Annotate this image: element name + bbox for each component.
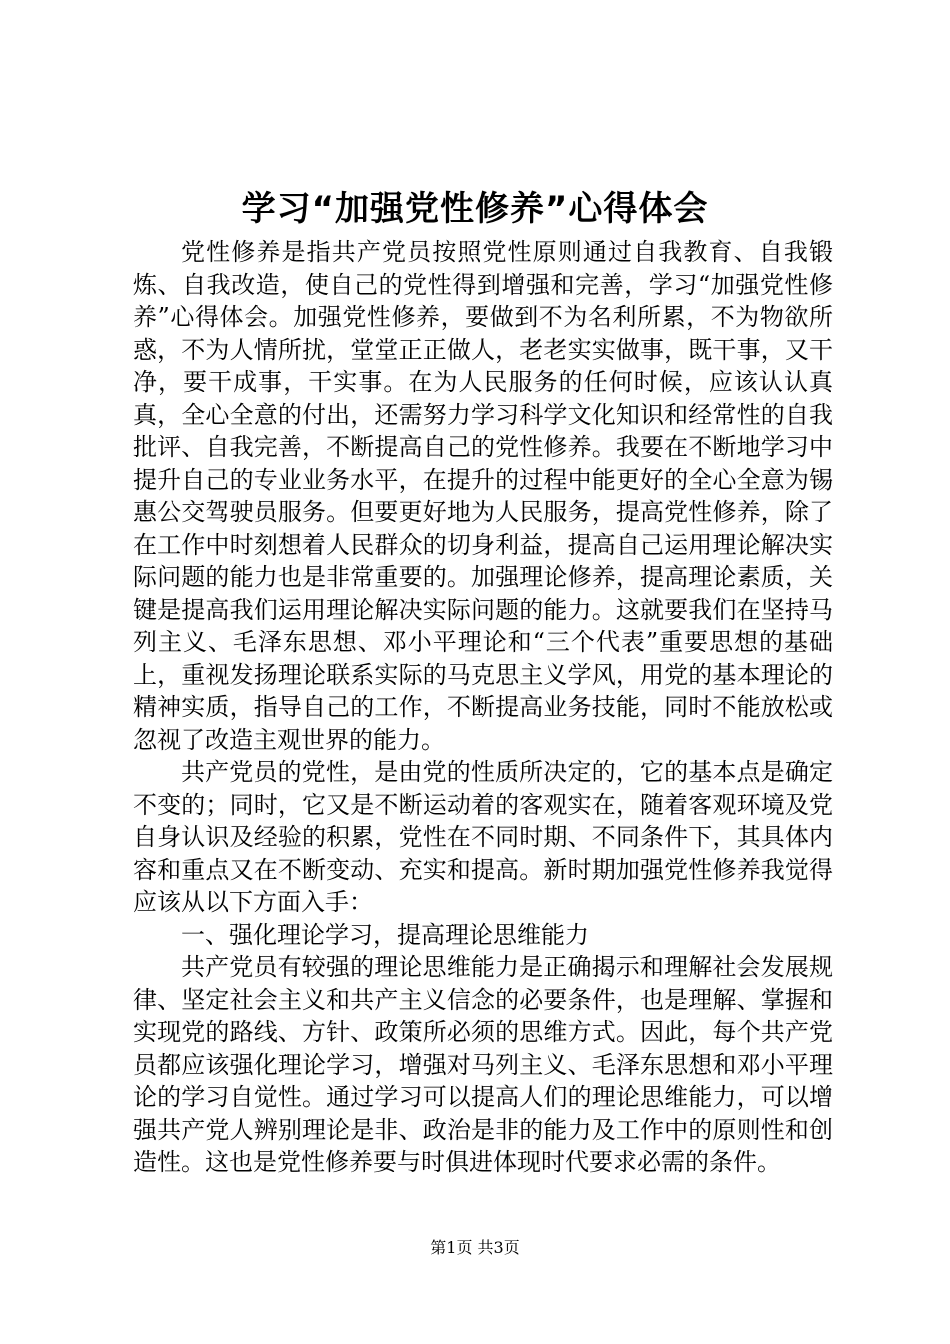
page-footer: 第1页 共3页 bbox=[430, 1238, 520, 1257]
document-title: 学习“加强党性修养”心得体会 bbox=[241, 189, 709, 229]
paragraph: 共产党员有较强的理论思维能力是正确揭示和理解社会发展规律、坚定社会主义和共产主义信念的必要条件，也是理解、掌握和实现党的路线、方针、政策所必须的思维方式。因此，每个共产党员都应该强化理论学习，增强对马列主义、毛泽东思想和邓小平理论的学习自觉性。通过学习可以提高人们的理论思维能力，可以增强共产党人辨别理论是非、政治是非的能力及工作中的原则性和创造性。这也是党性修养要与时俱进体现时代要求必需的条件。 bbox=[133, 953, 833, 1176]
paragraph: 党性修养是指共产党员按照党性原则通过自我教育、自我锻炼、自我改造，使自己的党性得到增强和完善，学习“加强党性修养”心得体会。加强党性修养，要做到不为名利所累，不为物欲所惑，不为人情所扰，堂堂正正做人，老老实实做事，既干事，又干净，要干成事，干实事。在为人民服务的任何时候，应该认认真真，全心全意的付出，还需努力学习科学文化知识和经常性的自我批评、自我完善，不断提高自己的党性修养。我要在不断地学习中提升自己的专业业务水平，在提升的过程中能更好的全心全意为锡惠公交驾驶员服务。但要更好地为人民服务，提高党性修养，除了在工作中时刻想着人民群众的切身利益，提高自己运用理论解决实际问题的能力也是非常重要的。加强理论修养，提高理论素质，关键是提高我们运用理论解决实际问题的能力。这就要我们在坚持马列主义、毛泽东思想、邓小平理论和“三个代表”重要思想的基础上，重视发扬理论联系实际的马克思主义学风，用党的基本理论的精神实质，指导自己的工作，不断提高业务技能，同时不能放松或忽视了改造主观世界的能力。 bbox=[133, 238, 833, 754]
section-heading: 一、强化理论学习，提高理论思维能力 bbox=[181, 920, 589, 949]
paragraph: 共产党员的党性，是由党的性质所决定的，它的基本点是确定不变的；同时，它又是不断运动着的客观实在，随着客观环境及党自身认识及经验的积累，党性在不同时期、不同条件下，其具体内容和重点又在不断变动、充实和提高。新时期加强党性修养我觉得应该从以下方面入手： bbox=[133, 758, 833, 916]
document-body bbox=[133, 236, 833, 1179]
